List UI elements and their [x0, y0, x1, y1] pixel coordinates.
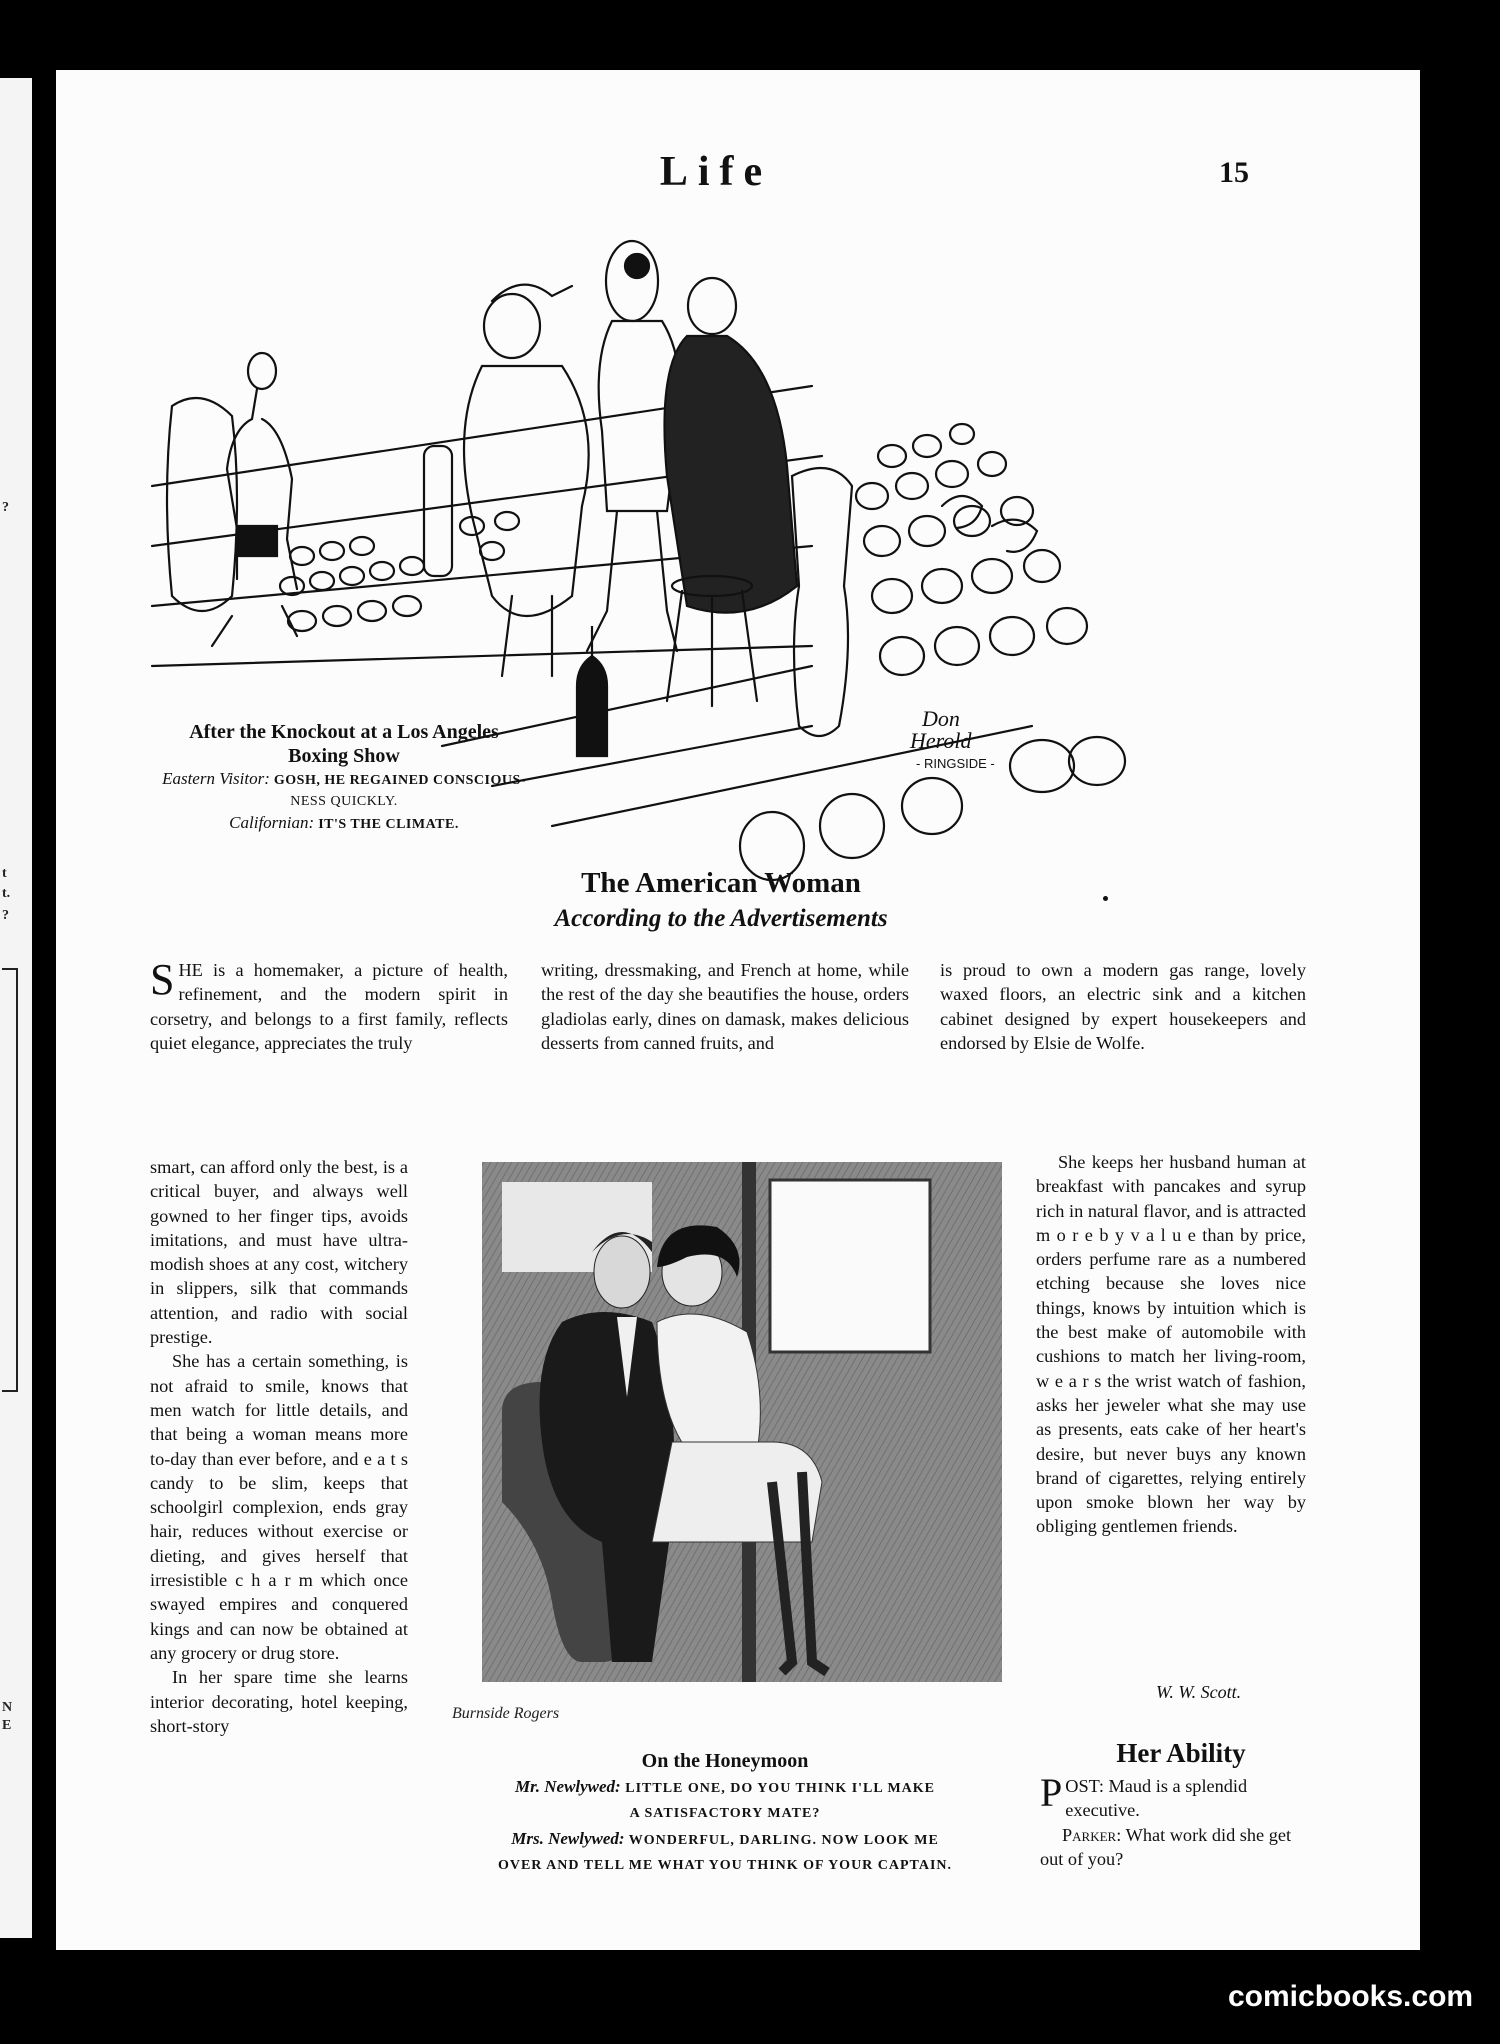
- article-paragraph: is proud to own a modern gas range, lovely waxed floors, an electric sink and a kitchen cabinet designed by expert housekeepers and endorsed by Elsie de Wolfe.: [940, 960, 1306, 1053]
- ring-post: [424, 446, 452, 576]
- cartoonist-signature-3: - RINGSIDE -: [916, 756, 995, 771]
- second-with-towel: [167, 398, 237, 611]
- cartoonist-signature-1: Don: [922, 706, 960, 731]
- article-paragraph: HE is a homemaker, a picture of health, refinement, and the modern spirit in corsetry, and belongs to a first family, reflects quiet elegance, appreciates the truly: [150, 960, 508, 1053]
- caption-line: OVER AND TELL ME WHAT YOU THINK OF YOUR CAPTAIN.: [497, 1858, 953, 1873]
- left-page-mark: E: [2, 1718, 12, 1733]
- cartoon-title-1: After the Knockout at a Los Angeles: [189, 721, 499, 743]
- caption-line: GOSH, HE REGAINED CONSCIOUS-: [273, 773, 526, 788]
- ink-dot: [1103, 896, 1108, 901]
- speaker-mr-newlywed: Mr. Newlywed:: [514, 1777, 621, 1796]
- honeymoon-title: On the Honeymoon: [641, 1750, 809, 1772]
- article-paragraph: She has a certain something, is not afraid to smile, knows that men watch for little details, and that being a woman means more to-day than ever before, and e a t s candy to be slim, keeps that schoolgirl complexion, ends gray hair, reduces without exercise or dieting, and gives herself that irresistible c h a r m which once swayed empires and conquered kings and can now be obtained at any grocery or drug store.: [150, 1351, 408, 1663]
- crowd-face: [942, 496, 982, 528]
- left-page-mark: ?: [2, 500, 9, 515]
- her-ability-title: Her Ability: [1116, 1738, 1246, 1768]
- speaker-californian: Californian:: [229, 813, 315, 832]
- left-page-mark: N: [2, 1700, 13, 1715]
- watermark: comicbooks.com: [1228, 1980, 1474, 2013]
- article-paragraph: writing, dressmaking, and French at home, while the rest of the day she beautifies the house, orders gladiolas early, dines on damask, makes delicious desserts from canned fruits, and: [541, 960, 909, 1053]
- speaker-mrs-newlywed: Mrs. Newlywed:: [511, 1829, 625, 1848]
- cartoon-caption: [134, 720, 554, 835]
- cartoon-title-2: Boxing Show: [288, 745, 400, 767]
- page-number: 15: [1219, 156, 1249, 189]
- article-column-2: [541, 958, 909, 1055]
- drop-cap: P: [1040, 1770, 1063, 1815]
- trainer: [464, 285, 589, 676]
- magazine-page: [56, 70, 1420, 1950]
- masthead: Life: [659, 149, 773, 195]
- left-page-mark: t.: [2, 886, 11, 901]
- article-author: W. W. Scott.: [1156, 1682, 1242, 1702]
- second-in-robe: [665, 278, 798, 613]
- drop-cap: S: [150, 955, 175, 1004]
- article-title: The American Woman: [581, 867, 861, 899]
- left-page-mark: ?: [2, 908, 9, 923]
- caption-line: IT'S THE CLIMATE.: [318, 817, 459, 832]
- article-column-1-bottom: [150, 1155, 408, 1738]
- article-column-3-top: [940, 958, 1306, 1055]
- ring-post: [792, 468, 852, 736]
- her-ability-line: What work did she get out of you?: [1040, 1824, 1292, 1869]
- speaker-parker: Parker:: [1062, 1824, 1122, 1845]
- caption-line: NESS QUICKLY.: [290, 794, 398, 809]
- her-ability-body: [1040, 1770, 1312, 1871]
- article-paragraph: In her spare time she learns interior decorating, hotel keeping, short-story: [150, 1667, 408, 1736]
- cartoonist-signature-2: Herold: [910, 728, 972, 753]
- speaker-eastern-visitor: Eastern Visitor:: [162, 769, 270, 788]
- caption-line: WONDERFUL, DARLING. NOW LOOK ME: [628, 1833, 939, 1848]
- article-column-1-top: [150, 955, 508, 1055]
- illustrator-signature: Burnside Rogers: [452, 1705, 560, 1722]
- left-page-ornament: [2, 968, 18, 1392]
- caption-line: A SATISFACTORY MATE?: [629, 1806, 821, 1821]
- her-ability-line: OST: Maud is a splendid executive.: [1065, 1776, 1248, 1821]
- article-paragraph: She keeps her husband human at breakfast with pancakes and syrup rich in natural flavor, and is attracted m o r e b y v a l u e than by price, orders perfume rare as a numbered etching because she loves nice things, knows by intuition which is the best make of automobile with cushions to match her living-room, w e a r s the wrist watch of fashion, asks her jeweler what she may use as presents, eats cake of her heart's desire, but never buys any known brand of cigarettes, relying entirely upon smoke blown her way by obliging gentlemen friends.: [1036, 1152, 1306, 1537]
- article-subtitle: According to the Advertisements: [554, 905, 888, 932]
- train-window: [770, 1180, 930, 1352]
- caption-line: LITTLE ONE, DO YOU THINK I'LL MAKE: [625, 1781, 936, 1796]
- left-page-mark: t: [2, 866, 7, 881]
- article-column-3-bottom: [1036, 1150, 1306, 1539]
- article-paragraph: smart, can afford only the best, is a critical buyer, and always well gowned to her finger tips, avoids imitations, and must have ultra-modish shoes at any cost, witchery in slippers, silk that commands attention, and radio with social prestige.: [150, 1157, 408, 1348]
- left-page-edge: [0, 78, 32, 1938]
- bottle: [577, 626, 607, 756]
- honeymoon-caption: [442, 1748, 1008, 1878]
- stool: [667, 576, 757, 706]
- honeymoon-illustration: [442, 1162, 1008, 1742]
